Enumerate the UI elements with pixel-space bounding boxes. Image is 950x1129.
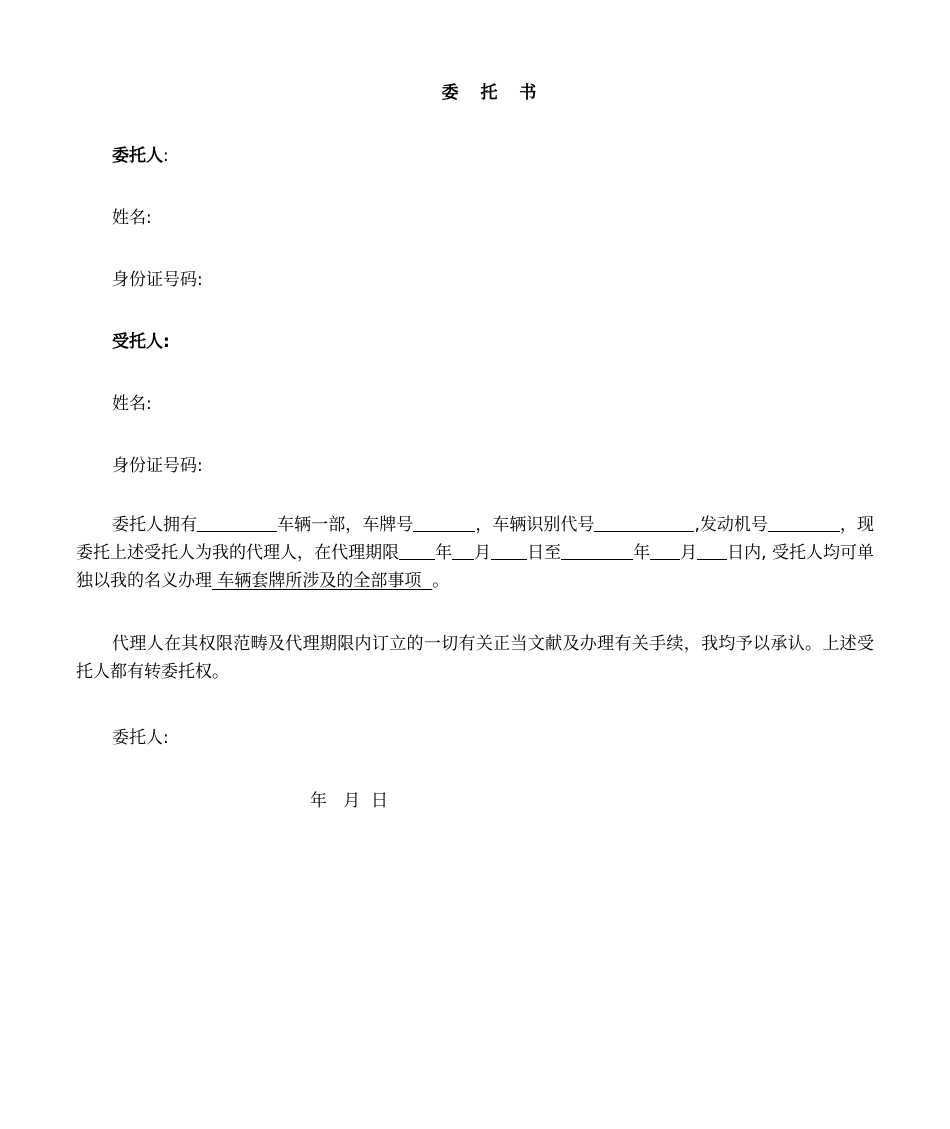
start-month-blank	[452, 541, 474, 560]
vin-blank	[594, 513, 694, 532]
principal-name-label: 姓名:	[112, 208, 152, 228]
para1-text: 日内, 受托人均可单独以我的名义办理	[76, 543, 875, 591]
principal-heading-line	[112, 141, 169, 166]
start-year-blank	[399, 541, 435, 560]
principal-heading-colon: :	[163, 146, 169, 166]
date-line: 年 月 日	[310, 791, 389, 811]
end-month-blank	[650, 541, 680, 560]
document-title: 委 托 书	[441, 83, 545, 103]
para1-text: 日至	[527, 543, 562, 563]
engine-number-blank	[768, 513, 840, 532]
agent-name-label: 姓名:	[112, 394, 152, 414]
para1-text: 月	[680, 543, 698, 563]
authorization-paragraph	[76, 511, 874, 595]
para1-text: 。	[432, 571, 450, 591]
para1-text: ,发动机号	[694, 515, 768, 535]
start-day-blank	[491, 541, 527, 560]
signature-label: 委托人:	[112, 728, 169, 748]
principal-heading: 委托人	[112, 146, 163, 166]
agent-id-label: 身份证号码:	[112, 456, 203, 476]
authorized-matter: 车辆套牌所涉及的全部事项	[212, 571, 433, 591]
end-year-blank	[561, 541, 633, 560]
para1-text: 月	[474, 543, 492, 563]
agent-heading: 受托人:	[112, 332, 170, 352]
para1-text: 车辆一部，车牌号	[277, 515, 414, 535]
para1-text: ，现委托上述受托人为我的代理人，在代理期限	[76, 515, 875, 563]
para1-text: 委托人拥有	[112, 515, 198, 535]
acknowledgement-paragraph: 代理人在其权限范畴及代理期限内订立的一切有关正当文献及办理有关手续，我均予以承认。上述受托人都有转委托权。	[76, 634, 874, 682]
para1-text: 年	[435, 543, 453, 563]
para1-text: ，车辆识别代号	[475, 515, 595, 535]
plate-number-blank	[413, 513, 475, 532]
principal-id-label: 身份证号码:	[112, 270, 203, 290]
para1-text: 年	[633, 543, 651, 563]
vehicle-type-blank	[197, 513, 277, 532]
end-day-blank	[697, 541, 727, 560]
